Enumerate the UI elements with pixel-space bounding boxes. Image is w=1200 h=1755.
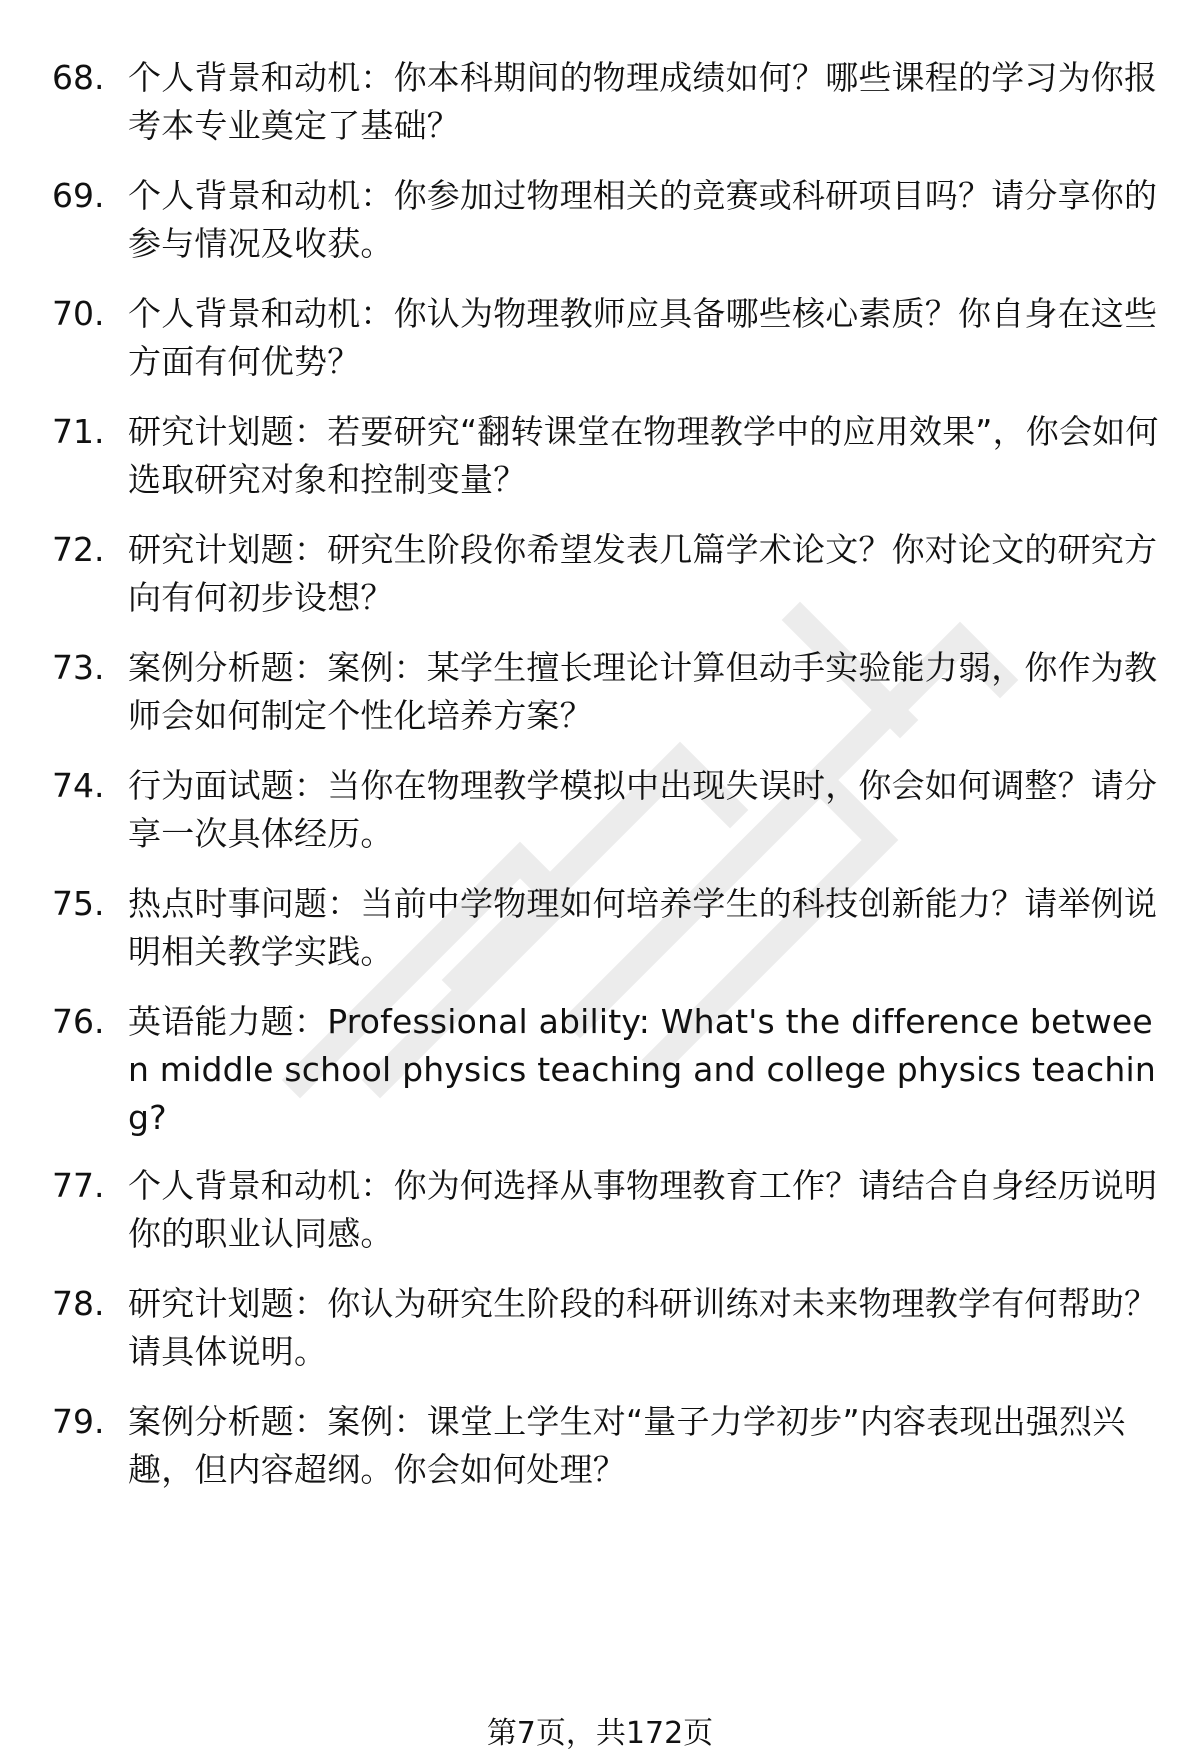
question-item [52, 1398, 1162, 1494]
question-text: 行为面试题：当你在物理教学模拟中出现失误时，你会如何调整？请分享一次具体经历。 [128, 766, 1158, 853]
question-item [52, 172, 1162, 268]
question-text: 个人背景和动机：你认为物理教师应具备哪些核心素质？你自身在这些方面有何优势？ [128, 294, 1158, 381]
question-number: 68. [52, 58, 105, 97]
question-text: 个人背景和动机：你本科期间的物理成绩如何？哪些课程的学习为你报考本专业奠定了基础？ [128, 58, 1158, 145]
question-number: 78. [52, 1284, 105, 1323]
question-item [52, 290, 1162, 386]
question-text: 研究计划题：若要研究“翻转课堂在物理教学中的应用效果”，你会如何选取研究对象和控制变量？ [128, 412, 1159, 499]
question-number: 76. [52, 1002, 105, 1041]
question-text: 个人背景和动机：你参加过物理相关的竞赛或科研项目吗？请分享你的参与情况及收获。 [128, 176, 1158, 263]
question-text: 个人背景和动机：你为何选择从事物理教育工作？请结合自身经历说明你的职业认同感。 [128, 1166, 1158, 1253]
question-item [52, 762, 1162, 858]
question-number: 71. [52, 412, 105, 451]
question-number: 75. [52, 884, 105, 923]
page-footer [0, 1714, 1200, 1754]
question-number: 70. [52, 294, 105, 333]
question-item [52, 408, 1162, 504]
question-text: 研究计划题：研究生阶段你希望发表几篇学术论文？你对论文的研究方向有何初步设想？ [128, 530, 1158, 617]
question-text: 热点时事问题：当前中学物理如何培养学生的科技创新能力？请举例说明相关教学实践。 [128, 884, 1158, 971]
question-item [52, 1280, 1162, 1376]
question-number: 77. [52, 1166, 105, 1205]
question-text: 研究计划题：你认为研究生阶段的科研训练对未来物理教学有何帮助？请具体说明。 [128, 1284, 1158, 1371]
question-number: 73. [52, 648, 105, 687]
question-number: 74. [52, 766, 105, 805]
question-text: 英语能力题：Professional ability: What's the difference between middle school physics teaching and college physics teaching? [128, 1002, 1156, 1137]
question-item [52, 54, 1162, 150]
question-number: 72. [52, 530, 105, 569]
question-number: 69. [52, 176, 105, 215]
question-item [52, 1162, 1162, 1258]
question-item [52, 644, 1162, 740]
question-item [52, 526, 1162, 622]
question-item [52, 880, 1162, 976]
question-text: 案例分析题：案例：某学生擅长理论计算但动手实验能力弱，你作为教师会如何制定个性化培养方案？ [128, 648, 1158, 735]
question-text: 案例分析题：案例：课堂上学生对“量子力学初步”内容表现出强烈兴趣，但内容超纲。你会如何处理？ [128, 1402, 1126, 1489]
page-number-label: 第7页，共172页 [486, 1716, 714, 1751]
question-item [52, 998, 1162, 1142]
question-number: 79. [52, 1402, 105, 1441]
